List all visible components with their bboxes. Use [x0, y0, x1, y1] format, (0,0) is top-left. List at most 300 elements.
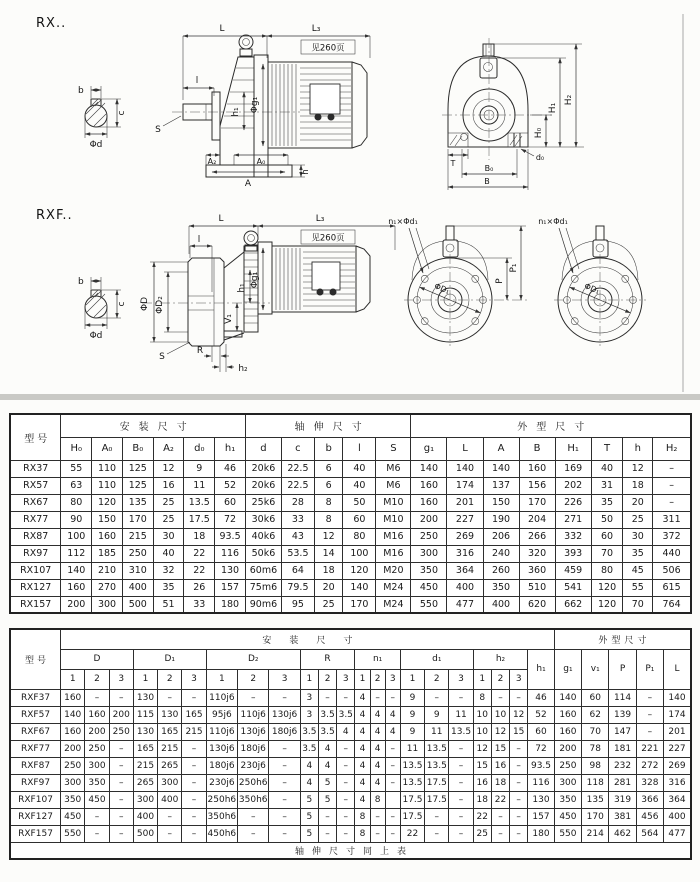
value-cell: 17.5 — [400, 791, 424, 808]
fold-shadow-band — [0, 394, 700, 400]
value-cell: 160 — [554, 706, 581, 723]
sub-column-header: 1 — [133, 669, 157, 689]
value-cell: 350 — [554, 791, 581, 808]
value-cell: 16 — [491, 757, 509, 774]
value-cell: 169 — [555, 460, 591, 477]
value-cell: 80 — [591, 562, 623, 579]
dim-label-B0: B₀ — [484, 164, 494, 173]
value-cell: M10 — [376, 494, 411, 511]
dim-label-H1: H₁ — [548, 102, 558, 114]
dim-label-phi-d: Φd — [89, 140, 103, 150]
value-cell: 140 — [447, 460, 483, 477]
value-cell: 55 — [61, 460, 92, 477]
table-row — [10, 477, 691, 494]
column-header: h₂ — [473, 649, 528, 669]
value-cell: 550 — [411, 596, 447, 613]
value-cell: 5 — [300, 825, 318, 842]
value-cell: 500 — [133, 825, 157, 842]
dim-label-b: b — [78, 277, 84, 287]
value-cell: – — [491, 825, 509, 842]
value-cell: 226 — [555, 494, 591, 511]
value-cell: 260 — [483, 562, 519, 579]
value-cell: 5 — [318, 791, 336, 808]
value-cell: 180 — [215, 596, 246, 613]
value-cell: 100 — [343, 545, 376, 562]
value-cell: – — [337, 757, 355, 774]
model-cell: RX57 — [10, 477, 61, 494]
value-cell: – — [269, 774, 300, 791]
value-cell: 17.5 — [400, 808, 424, 825]
value-cell: – — [238, 825, 269, 842]
value-cell: 265 — [158, 757, 182, 774]
value-cell: 272 — [636, 757, 663, 774]
dim-label-n1-phi-d1: n₁×Φd₁ — [538, 217, 568, 226]
value-cell: 116 — [215, 545, 246, 562]
value-cell: 125 — [122, 460, 153, 477]
dim-label-n1-phi-d1: n₁×Φd₁ — [388, 217, 418, 226]
value-cell: 139 — [609, 706, 636, 723]
column-header: c — [281, 437, 314, 460]
value-cell: 63 — [61, 477, 92, 494]
value-cell: 227 — [664, 740, 692, 757]
value-cell: 15 — [473, 757, 491, 774]
value-cell: 202 — [555, 477, 591, 494]
model-cell: RX37 — [10, 460, 61, 477]
value-cell: – — [449, 791, 473, 808]
value-cell: – — [269, 825, 300, 842]
model-cell: RXF37 — [10, 689, 61, 706]
column-header: A — [483, 437, 519, 460]
sub-column-header: 1 — [400, 669, 424, 689]
value-cell: 364 — [664, 791, 692, 808]
value-cell: 16 — [153, 477, 184, 494]
value-cell: 137 — [483, 477, 519, 494]
dim-label-S: S — [155, 125, 161, 135]
value-cell: 130 — [133, 689, 157, 706]
value-cell: – — [510, 825, 528, 842]
value-cell: 12 — [314, 528, 343, 545]
value-cell: 135 — [122, 494, 153, 511]
value-cell: 300 — [554, 774, 581, 791]
model-cell: RX127 — [10, 579, 61, 596]
value-cell: 10 — [473, 706, 491, 723]
value-cell: 160 — [61, 579, 92, 596]
value-cell: 662 — [555, 596, 591, 613]
value-cell: 75m6 — [245, 579, 281, 596]
value-cell: 35 — [623, 545, 653, 562]
value-cell: 72 — [528, 740, 554, 757]
value-cell: 215 — [133, 757, 157, 774]
value-cell: 221 — [636, 740, 663, 757]
sub-column-header: 2 — [318, 669, 336, 689]
value-cell: 9 — [184, 460, 215, 477]
value-cell: 150 — [92, 511, 123, 528]
value-cell: 140 — [343, 579, 376, 596]
dim-label-phi-g1: Φg₁ — [250, 271, 260, 289]
value-cell: 300 — [411, 545, 447, 562]
value-cell: 320 — [519, 545, 555, 562]
value-cell: 12 — [623, 460, 653, 477]
value-cell: 364 — [447, 562, 483, 579]
value-cell: 110 — [92, 477, 123, 494]
value-cell: 174 — [664, 706, 692, 723]
value-cell: – — [337, 740, 355, 757]
sub-column-header: 2 — [370, 669, 385, 689]
value-cell: 4 — [370, 706, 385, 723]
value-cell: 4 — [355, 689, 370, 706]
value-cell: 232 — [609, 757, 636, 774]
value-cell: – — [85, 825, 109, 842]
value-cell: – — [318, 808, 336, 825]
value-cell: 300 — [133, 791, 157, 808]
dim-label-phi-D: ΦD — [140, 296, 150, 312]
value-cell: 120 — [343, 562, 376, 579]
dim-label-H0: H₀ — [534, 127, 544, 139]
column-header: L — [664, 649, 692, 689]
value-cell: 53.5 — [281, 545, 314, 562]
value-cell: 60 — [528, 723, 554, 740]
value-cell: 350 — [483, 579, 519, 596]
value-cell: 80 — [61, 494, 92, 511]
value-cell: – — [510, 740, 528, 757]
value-cell: M24 — [376, 579, 411, 596]
dim-label-c: c — [117, 110, 127, 116]
dim-label-h2: h₂ — [238, 364, 248, 374]
value-cell: 22 — [491, 791, 509, 808]
value-cell: 6 — [314, 460, 343, 477]
column-header: B₀ — [122, 437, 153, 460]
dim-label-phi-d: Φd — [89, 331, 103, 341]
value-cell: 381 — [609, 808, 636, 825]
value-cell: 17.5 — [425, 791, 449, 808]
table-row — [10, 757, 691, 774]
value-cell: – — [109, 774, 133, 791]
value-cell: 271 — [555, 511, 591, 528]
value-cell: 250 — [109, 723, 133, 740]
sub-column-header: 3 — [385, 669, 400, 689]
value-cell: 462 — [609, 825, 636, 842]
column-header: h₁ — [528, 649, 554, 689]
sub-column-header: 2 — [158, 669, 182, 689]
dim-label-h1: h₁ — [231, 107, 241, 117]
value-cell: 9 — [400, 706, 424, 723]
column-header: A₂ — [153, 437, 184, 460]
dim-label-T: T — [450, 159, 456, 168]
value-cell: 300 — [92, 596, 123, 613]
sub-column-header: 3 — [109, 669, 133, 689]
value-cell: 51 — [153, 596, 184, 613]
dim-label-A: A — [244, 179, 252, 189]
value-cell: 456 — [636, 808, 663, 825]
value-cell: 5 — [300, 791, 318, 808]
dim-label-phi-D2: ΦD₂ — [155, 296, 165, 314]
value-cell: 22.5 — [281, 460, 314, 477]
value-cell: 180j6 — [206, 757, 237, 774]
value-cell: 14 — [314, 545, 343, 562]
value-cell: M24 — [376, 596, 411, 613]
value-cell: 17.5 — [425, 774, 449, 791]
value-cell: – — [85, 808, 109, 825]
value-cell: – — [109, 689, 133, 706]
model-cell: RX97 — [10, 545, 61, 562]
value-cell: 22 — [400, 825, 424, 842]
value-cell: 8 — [473, 689, 491, 706]
value-cell: 4 — [355, 723, 370, 740]
value-cell: – — [385, 757, 400, 774]
value-cell: – — [182, 825, 206, 842]
value-cell: 40 — [153, 545, 184, 562]
value-cell: 135 — [582, 791, 609, 808]
column-header: h₁ — [215, 437, 246, 460]
value-cell: M6 — [376, 460, 411, 477]
value-cell: 350 — [411, 562, 447, 579]
value-cell: 3 — [300, 706, 318, 723]
value-cell: 190 — [483, 511, 519, 528]
value-cell: – — [109, 757, 133, 774]
value-cell: 180 — [528, 825, 554, 842]
value-cell: 350 — [61, 791, 85, 808]
value-cell: 270 — [92, 579, 123, 596]
value-cell: 328 — [636, 774, 663, 791]
value-cell: 147 — [609, 723, 636, 740]
column-header: L — [447, 437, 483, 460]
value-cell: 13.5 — [449, 723, 473, 740]
value-cell: 201 — [447, 494, 483, 511]
value-cell: 400 — [664, 808, 692, 825]
value-cell: 140 — [483, 460, 519, 477]
value-cell: 45 — [623, 562, 653, 579]
value-cell: 200 — [554, 740, 581, 757]
column-header: d₁ — [400, 649, 473, 669]
dim-label-V1: V₁ — [224, 314, 234, 324]
value-cell: 78 — [582, 740, 609, 757]
value-cell: – — [385, 740, 400, 757]
value-cell: 130 — [528, 791, 554, 808]
value-cell: – — [182, 808, 206, 825]
model-cell: RX67 — [10, 494, 61, 511]
value-cell: 3.5 — [300, 723, 318, 740]
value-cell: 4 — [318, 757, 336, 774]
value-cell: – — [109, 791, 133, 808]
value-cell: 450 — [411, 579, 447, 596]
value-cell: 319 — [609, 791, 636, 808]
column-header-row — [10, 649, 691, 669]
value-cell: 25 — [473, 825, 491, 842]
dim-label-L3: L₃ — [311, 24, 321, 34]
sub-column-header: 3 — [337, 669, 355, 689]
value-cell: M16 — [376, 545, 411, 562]
value-cell: 46 — [215, 460, 246, 477]
value-cell: 160 — [554, 723, 581, 740]
dim-label-H2: H₂ — [564, 94, 574, 106]
value-cell: 40 — [343, 460, 376, 477]
value-cell: 350h6 — [206, 808, 237, 825]
value-cell: 79.5 — [281, 579, 314, 596]
model-cell: RXF127 — [10, 808, 61, 825]
value-cell: 130 — [158, 706, 182, 723]
rx-series-title: RX.. — [36, 16, 67, 31]
value-cell: 110j6 — [238, 706, 269, 723]
value-cell: 9 — [425, 706, 449, 723]
value-cell: 360 — [519, 562, 555, 579]
value-cell: 22 — [473, 808, 491, 825]
value-cell: 50 — [591, 511, 623, 528]
value-cell: – — [269, 689, 300, 706]
dim-label-L3: L₃ — [315, 214, 325, 224]
value-cell: 550 — [61, 825, 85, 842]
value-cell: – — [182, 757, 206, 774]
value-cell: 170 — [343, 596, 376, 613]
value-cell: 93.5 — [528, 757, 554, 774]
model-cell: RXF107 — [10, 791, 61, 808]
column-header-row — [10, 437, 691, 460]
footer-row — [10, 842, 691, 859]
value-cell: 3.5 — [337, 706, 355, 723]
value-cell: 250h6 — [206, 791, 237, 808]
value-cell: – — [425, 808, 449, 825]
value-cell: – — [318, 825, 336, 842]
sub-column-header: 2 — [238, 669, 269, 689]
value-cell: 4 — [355, 706, 370, 723]
model-cell: RXF57 — [10, 706, 61, 723]
value-cell: 13.5 — [400, 774, 424, 791]
value-cell: 165 — [158, 723, 182, 740]
value-cell: 18 — [491, 774, 509, 791]
value-cell: 18 — [184, 528, 215, 545]
value-cell: 115 — [133, 706, 157, 723]
value-cell: 215 — [158, 740, 182, 757]
rxf-dimensions-table — [9, 628, 692, 860]
value-cell: 13.5 — [425, 740, 449, 757]
value-cell: 40k6 — [245, 528, 281, 545]
model-cell: RXF157 — [10, 825, 61, 842]
value-cell: M10 — [376, 511, 411, 528]
value-cell: 90m6 — [245, 596, 281, 613]
value-cell: 201 — [664, 723, 692, 740]
value-cell: 3.5 — [300, 740, 318, 757]
value-cell: 281 — [609, 774, 636, 791]
value-cell: – — [491, 808, 509, 825]
value-cell: 200 — [85, 723, 109, 740]
value-cell: – — [370, 808, 385, 825]
table-row — [10, 596, 691, 613]
sub-column-header: 3 — [510, 669, 528, 689]
value-cell: 160 — [411, 477, 447, 494]
table-row — [10, 740, 691, 757]
value-cell: 30 — [153, 528, 184, 545]
value-cell: 12 — [491, 723, 509, 740]
see-page-note: 见260页 — [311, 43, 345, 54]
value-cell: – — [370, 825, 385, 842]
value-cell: 210 — [92, 562, 123, 579]
sub-column-header: 3 — [269, 669, 300, 689]
value-cell: 95j6 — [206, 706, 237, 723]
value-cell: 250 — [411, 528, 447, 545]
value-cell: 510 — [519, 579, 555, 596]
value-cell: 17.5 — [184, 511, 215, 528]
value-cell: 214 — [582, 825, 609, 842]
value-cell: 11 — [449, 706, 473, 723]
table-row — [10, 791, 691, 808]
value-cell: 200 — [61, 596, 92, 613]
rxf-flange-front-view-left — [388, 217, 530, 346]
value-cell: 200 — [109, 706, 133, 723]
table-row — [10, 562, 691, 579]
value-cell: 541 — [555, 579, 591, 596]
value-cell: 165 — [133, 740, 157, 757]
column-header: D₁ — [133, 649, 206, 669]
dim-label-P: P — [495, 278, 505, 284]
value-cell: 12 — [473, 740, 491, 757]
value-cell — [385, 791, 400, 808]
value-cell: M16 — [376, 528, 411, 545]
value-cell: 506 — [653, 562, 691, 579]
rx-dimensions-table — [9, 413, 692, 614]
value-cell: – — [337, 689, 355, 706]
value-cell: 46 — [528, 689, 554, 706]
dim-label-A2: A₂ — [207, 157, 217, 166]
value-cell: 160 — [411, 494, 447, 511]
value-cell: 400 — [483, 596, 519, 613]
value-cell: 181 — [609, 740, 636, 757]
dim-label-L: L — [219, 24, 225, 34]
value-cell: 25 — [153, 494, 184, 511]
value-cell: 157 — [528, 808, 554, 825]
table-row — [10, 494, 691, 511]
value-cell: 22 — [184, 562, 215, 579]
value-cell: M6 — [376, 477, 411, 494]
dim-label-d0: d₀ — [535, 153, 545, 162]
value-cell: 180j6 — [238, 740, 269, 757]
value-cell: 25 — [153, 511, 184, 528]
column-header: D₂ — [206, 649, 300, 669]
value-cell: 40 — [591, 460, 623, 477]
model-cell: RXF87 — [10, 757, 61, 774]
value-cell: 43 — [281, 528, 314, 545]
value-cell: 400 — [133, 808, 157, 825]
column-header: P — [609, 649, 636, 689]
value-cell: 4 — [385, 706, 400, 723]
value-cell: 13.5 — [425, 757, 449, 774]
dim-label-phi-g1: Φg₁ — [250, 96, 260, 114]
value-cell: 55 — [623, 579, 653, 596]
group-header-outline: 外型尺寸 — [411, 414, 691, 437]
dim-label-phi-D1: ΦD₁ — [433, 281, 451, 296]
value-cell: 18 — [623, 477, 653, 494]
value-cell: 160 — [519, 460, 555, 477]
model-column-header: 型号 — [10, 629, 61, 689]
value-cell: 300 — [158, 774, 182, 791]
value-cell: 180j6 — [269, 723, 300, 740]
value-cell: 60m6 — [245, 562, 281, 579]
value-cell: 477 — [447, 596, 483, 613]
column-header: T — [591, 437, 623, 460]
dim-label-l: l — [195, 76, 199, 86]
value-cell: 18 — [314, 562, 343, 579]
value-cell: 60 — [582, 689, 609, 706]
dim-label-h: h — [301, 169, 311, 175]
value-cell: 170 — [519, 494, 555, 511]
rxf-shaft-section-view — [78, 277, 127, 341]
value-cell: – — [238, 808, 269, 825]
value-cell: 5 — [300, 808, 318, 825]
value-cell: 160 — [61, 723, 85, 740]
value-cell: 206 — [483, 528, 519, 545]
value-cell: 4 — [337, 723, 355, 740]
value-cell: 20 — [623, 494, 653, 511]
value-cell: – — [425, 689, 449, 706]
value-cell: 250h6 — [238, 774, 269, 791]
